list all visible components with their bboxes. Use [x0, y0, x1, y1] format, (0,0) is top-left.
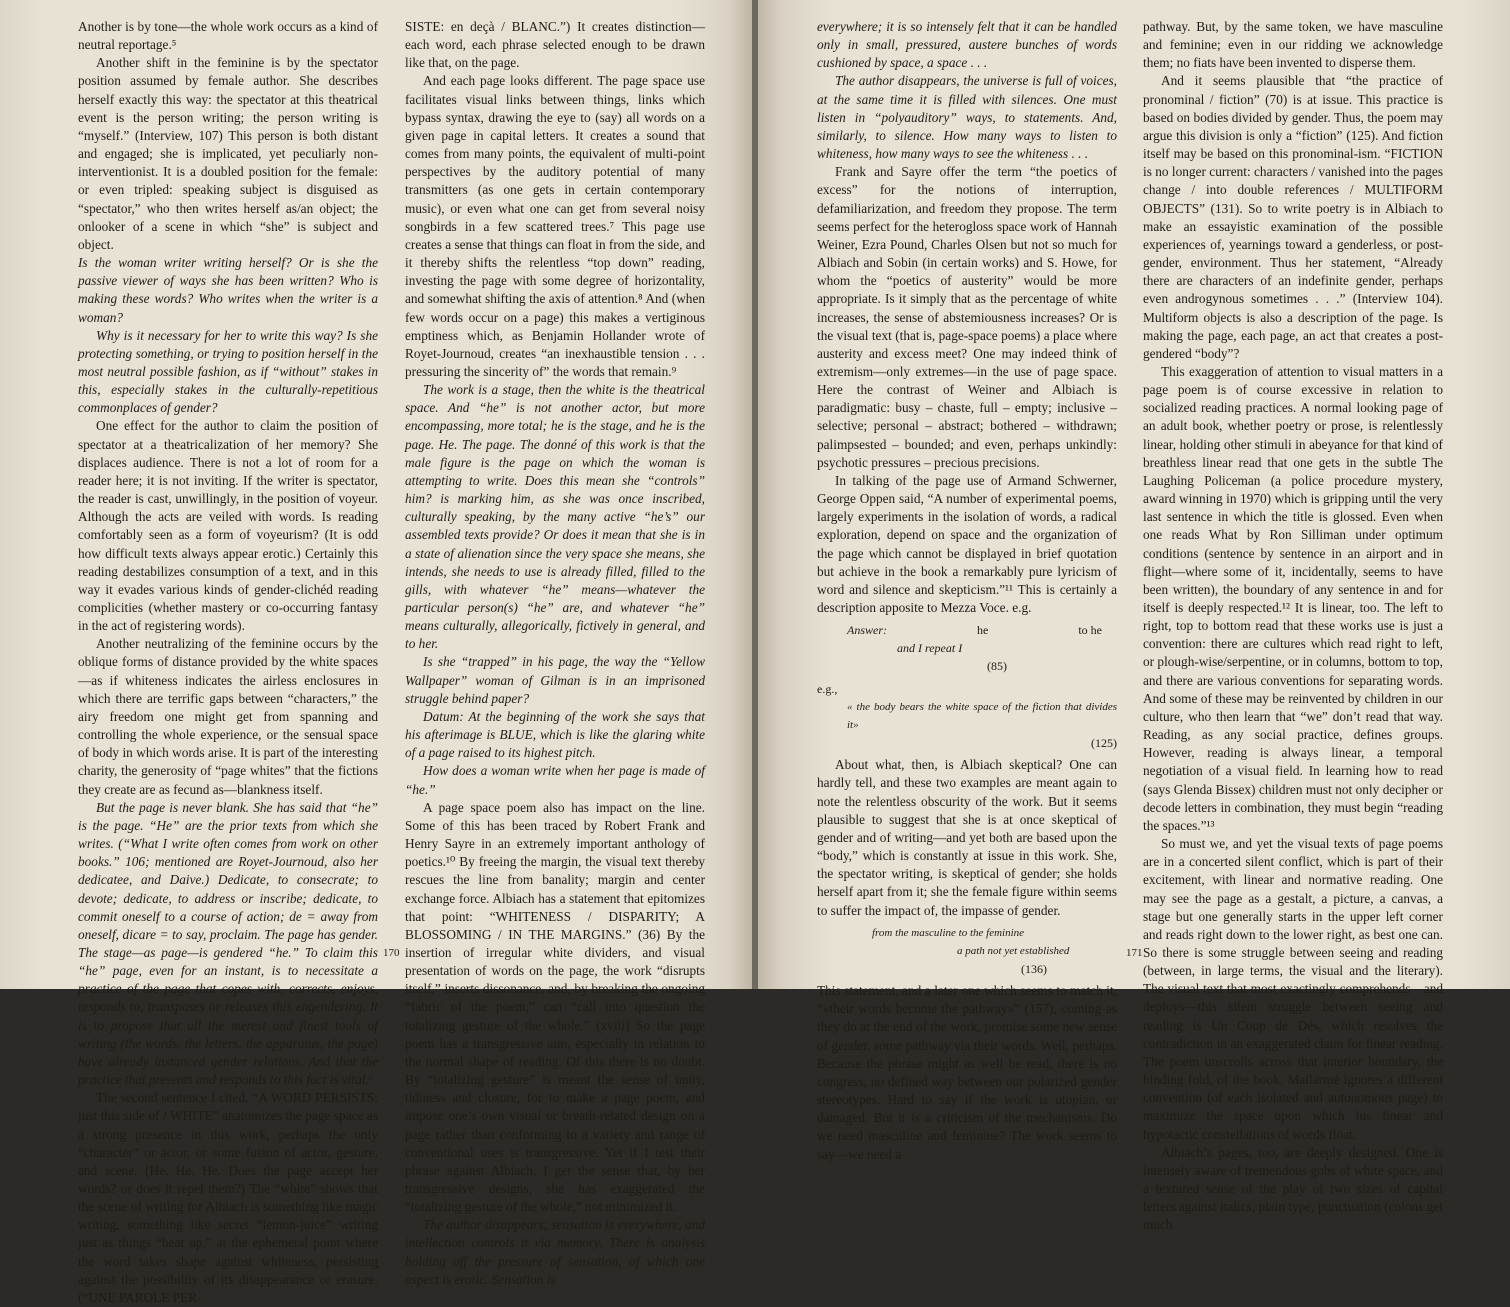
paragraph: pathway. But, by the same token, we have masculine and feminine; even in our ridding we acknowledge them; no fiats have been invented to disperse them.: [1143, 19, 1443, 71]
paragraph: The second sentence I cited, “A WORD PERSISTS: just this side of / WHITE” anatomizes the page space as a strong presence in this work, perhaps the only “character” or actor, or some fusion of actor, gesture, and scene. (He. He. He. Does the page accept her words? or does it repel them?) The “white” shows that the scene of writing for Albiach is something like magic writing, something like secret “lemon-juice” writing just as things “heat up,” at the ephemeral point where the word takes shape against whiteness, persisting against the possibility of its disappearance or erasure. (“UNE PAROLE PER-: [78, 1090, 378, 1305]
paragraph: The author disappears; sensation is everywhere, and intellection controls it via memory. There is analysis holding off the pressure of sensation, of which one aspect is erotic. Sensation is: [405, 1217, 705, 1287]
paragraph: But the page is never blank. She has said that “he” is the page. “He” are the prior texts from which she writes. (“What I write often comes from work on other books.” 106; mentioned are Royet-Journoud, also her dedicatee, and Daive.) Dedicate, to consecrate; to devote; dedicate, to address or inscribe; dedicate, to commit oneself to a course of action; de = away from oneself, dicare = to say, proclaim. The page has gender. The stage—as page—is gendered “he.” To claim this “he” page, even for an instant, is to necessitate a practice of the page that copes with, corrects, enjoys, responds to, transposes or releases this engendering. It is to propose that all the merest and finest tools of writing (the words, the letters, the apparatus, the page) have already instanced gender relations. And that the practice that presents and responds to this fact is vital.⁶: [78, 799, 378, 1088]
quoted-example-1: [817, 621, 1117, 752]
example-ref: (125): [1091, 736, 1117, 751]
example-quote: « the body bears the white space of the fiction that divides it»: [847, 700, 1117, 731]
page-number: 171: [1126, 947, 1143, 959]
paragraph: A page space poem also has impact on the line. Some of this has been traced by Robert Frank and Henry Sayre in an extremely important anthology of poetics.¹⁰ By freeing the margin, the visual text thereby rescues the line from banality; margin and center exchange force. Albiach has a statement that epitomizes that point: “WHITENESS / DISPARITY; A BLOSSOMING / IN THE MARGINS.” (36) By the insertion of irregular white dividers, and visual presentation of words on the page, the work “disrupts itself,” inserts dissonance, and, by breaking the ongoing “fabric of the poem,” can “call into question the totalizing gesture of the whole.” (xviii) So the page poem has a transgressive aim, especially in relation to the normal shape of reading. Of this there is no doubt. By “totalizing gesture” is meant the sense of unity, tidiness and closure, for to make a page poem, and impose one’s own visual or breath-related design on a page rather than conforming to a variety and range of conventional uses is transgressive. Yet if I test their phrase against Albiach, I get the sense that, by her transgressive designs, she has exaggerated the “totalizing gesture of the whole,” not minimized it.: [405, 799, 705, 1215]
paragraph: This statement, and a later one which seems to match it, “«their words become the pathway»” (157), coming as they do at the end of the work, promise some new sense of gender, some pathway via their words. Well, perhaps. Because the phrase might as well be read, there is no congress, no defined way between our polarized gender stereotypes. Hard to say if the work is utopian, or damaged. But it is a criticism of the mechanisms. Do we need masculine and feminine? The work seems to say—we need a: [817, 983, 1117, 1162]
example-line: a path not yet established: [957, 944, 1070, 957]
paragraph: In talking of the page use of Armand Schwerner, George Oppen said, “A number of experimental poems, largely experiments in the isolation of words, a radical exploration, depend on space and the organization of the page which cannot be displayed in brief quotation but achieve in the book a remarkably pure lyricism of word and silence and skepticism.”¹¹ This is certainly a description apposite to Mezza Voce. e.g.: [817, 472, 1117, 615]
example-word: he: [977, 623, 989, 638]
example-line: from the masculine to the feminine: [872, 926, 1025, 939]
paragraph: The author disappears, the universe is full of voices, at the same time it is filled with silences. One must listen in “polyauditory” ways, to statements. And, similarly, to silence. How many ways to listen to whiteness, how many ways to see the whiteness . . .: [817, 73, 1117, 162]
paragraph: Why is it necessary for her to write this way? Is she protecting something, or trying to position herself in the most neutral possible fashion, as if “without” stakes in this, especially stakes in the culturally-repetitious commonplaces of gender?: [78, 327, 378, 416]
example-ref: (136): [1021, 961, 1047, 976]
paragraph: SISTE: en deçà / BLANC.”) It creates distinction—each word, each phrase selected enough to be drawn like that, on the page.: [405, 19, 705, 71]
paragraph: Another is by tone—the whole work occurs as a kind of neutral reportage.⁵: [78, 19, 378, 53]
left-page: [0, 0, 752, 1305]
paragraph: Frank and Sayre offer the term “the poetics of excess” for the notions of interruption, defamiliarization, and freedom they propose. The term seems perfect for the heterogloss space work of Hannah Weiner, Ezra Pound, Charles Olsen but not so much for Albiach and Sobin (in certain works) and S. Howe, for whom the “poetics of austerity” would be more appropriate. Is it simply that as the percentage of white increases, the sense of abstemiousness increases? Or is the visual text (that is, page-space poems) a place where austerity and excess meet? One may indeed think of extremism—only extremes—in the use of page space. Here the contrast of Weiner and Albiach is paradigmatic: busy – chaste, full – empty; inclusive – selective; personal – abstract; bothered – withdrawn; palimpsested – bounded; and even, perhaps unkindly: psychotic pressures – precious precisions.: [817, 164, 1117, 470]
example-line: and I repeat I: [897, 641, 963, 656]
example-word: to he: [1078, 623, 1102, 638]
right-page-column-2: [1143, 18, 1443, 1233]
paragraph: Datum: At the beginning of the work she says that his afterimage is BLUE, which is like the glaring white of a page raised to its highest pitch.: [405, 708, 705, 761]
example-label: e.g.,: [817, 681, 838, 696]
paragraph: So must we, and yet the visual texts of page poems are in a concerted silent conflict, which is part of their excitement, with linear and normative reading. One may see the page as a gestalt, a picture, a canvas, a stage but one generally starts in the upper left corner and reads right down to the lower right, as best one can. So there is some struggle between seeing and reading (between, in large terms, the visual and the literary). The visual text that most exactingly comprehends—and deploys—this silent struggle between seeing and reading is Un Coup de Dés, which resolves the contradiction in an exaggerated claim for linear reading. The poem unscrolls across that interior boundary, the binding fold, of the book. Mallarmé ignores a different convention (of each isolated and autonomous page) to maximize the space upon which his linear and hypotactic constellations of words float.: [1143, 836, 1443, 1142]
paragraph: everywhere; it is so intensely felt that it can be handled only in small, pressured, austere bunches of words cushioned by space, a space . . .: [817, 19, 1117, 71]
example-ref: (85): [987, 659, 1007, 674]
paragraph: About what, then, is Albiach skeptical? One can hardly tell, and these two examples are meant again to note the relentless obscurity of the work. But it seems plausible to suggest that she is at once skeptical of gender and of writing—and yet both are based upon the “body,” which is constantly at issue in this work. She, the spectator writing, is skeptical of gender; she holds herself apart from it; she the female figure within seems to suffer the impact of, the impasse of gender.: [817, 757, 1117, 918]
page-number: 170: [383, 947, 400, 959]
right-page: [758, 0, 1510, 1233]
paragraph: One effect for the author to claim the position of spectator at a theatricalization of her memory? She displaces audience. There is not a lot of room for a reader here; it is not inviting. If the writer is spectator, the reader is cast, unwillingly, in the position of voyeur. Although the acts are veiled with words. Is reading comfortably seen as a form of voyeurism? (It is odd how difficult texts always appear erotic.) Certainly this reading destabilizes consumption of a text, and in this way it evades various kinds of gender-clichéd reading complicities (whether mastery or co-occurring fantasy in the act of registering words).: [78, 418, 378, 634]
paragraph: Is the woman writer writing herself? Or is she the passive viewer of ways she has been written? Who is making these words? Who writes when the writer is a woman?: [78, 255, 378, 325]
quoted-example-2: [817, 924, 1117, 978]
paragraph: Is she “trapped” in his page, the way the “Yellow Wallpaper” woman of Gilman is in an imprisoned struggle behind paper?: [405, 654, 705, 706]
paragraph: Another neutralizing of the feminine occurs by the oblique forms of distance provided by the white spaces—as if whiteness indicates the airless enclosures in which there are terrific gaps between “characters,” the airy freedom one might get from spanning and controlling the whole experience, or the sensual space of body in which words arise. It is part of the interesting charity, the generosity of “page whites” that the fictions they create are as fecund as—blankness itself.: [78, 636, 378, 797]
paragraph: This exaggeration of attention to visual matters in a page poem is of course excessive in relation to socialized reading practices. A normal looking page of an adult book, whether poetry or prose, is relentlessly linear, holding other stimuli in abeyance for that kind of breathless linear read that one gets in the subtle The Laughing Policeman (a police procedure mystery, award winning in 1970) which is gripping until the very last sentence in which the title is glossed. Even when one reads What by Ron Silliman under optimum conditions (sentence by sentence in an airport and in flight—where some of it, incidentally, seems to have been written), the boundary of any sentence in and for itself is deeply respected.¹² It is linear, too. The left to right, top to bottom read that these works use is just a convention: there are cultures which read right to left, or plough-wise/serpentine, or in columns, bottom to top, and there are various conventions for separating words. And some of these may be reinvented by children in our culture, who then learn that “we” don’t read that way. Reading, as any social practice, defines groups. However, reading is always linear, a temporal negotiation of a visual field. In learning how to read (says Glenda Bissex) children must not only decipher or decode letters in combination, they must begin “reading the spaces.”¹³: [1143, 363, 1443, 833]
paragraph: Albiach’s pages, too, are deeply designed. One is intensely aware of tremendous gobs of white space, and a textured sense of the play of two sizes of capital letters against italics, plain type, punctuation (colons get much: [1143, 1144, 1443, 1233]
paragraph: And it seems plausible that “the practice of pronominal / fiction” (70) is at issue. This practice is based on bodies divided by gender. Thus, the poem may argue this division is only a “fiction” (125). And fiction itself may be based on this pronominal-ism. “FICTION is no longer current: characters / vanished into the pages change / into double references / MULTIFORM OBJECTS” (131). So to write poetry is in Albiach to make an essayistic examination of the possible experiences of, yearnings toward a genderless, or post-gender, environment. Thus her statement, “Already there are characters of an indefinite gender, perhaps even androgynous sometimes . . .” (Interview 104). Multiform objects is also a description of the page. Is making the page, each page, an act that creates a post-gendered “body”?: [1143, 73, 1443, 361]
paragraph: Another shift in the feminine is by the spectator position assumed by female author. She describes herself exactly this way: the spectator at this theatrical event is the person writing; the person writing is “myself.” (Interview, 107) This person is both distant and engaged; she is implicated, yet peculiarly non-interventionist. It is a doubled position for the female: or even tripled: speaking subject is disguised as “spectator,” who then writes herself as/an object; the onlooker of a scene in which “she” is subject and object.: [78, 55, 378, 252]
paragraph: How does a woman write when her page is made of “he.”: [405, 763, 705, 797]
paragraph: And each page looks different. The page space use facilitates visual links between things, links which bypass syntax, drawing the eye to (say) all words on a given page in capital letters. It creates a sound that comes from many points, the equivalent of multi-point perspectives by the auditory potential of many transmitters (as one gets in certain contemporary music), or even what one can get from several noisy songbirds in a few scattered trees.⁷ This page use creates a sense that things can float in from the side, and it thereby shifts the relentless “top down” reading, investing the page with some degree of horizontality, and somewhat shifting the axis of attention.⁸ And (when few words occur on a page) this makes a vertiginous emptiness which, as Benjamin Hollander wrote of Royet-Journoud, creates “an inexhaustible tension . . . pressuring the sincerity of” the words that remain.⁹: [405, 73, 705, 379]
left-page-column-1: [78, 18, 378, 1305]
paragraph: The work is a stage, then the white is the theatrical space. And “he” is not another actor, but more encompassing, more total; he is the stage, and he is the page. He. The page. The donné of this work is that the male figure is the page on which the woman is attempting to write. Does this mean she “controls” him? is marking him, as she was once inscribed, culturally speaking, by the many active “he’s” our assembled texts provide? Or does it mean that she is in a state of alienation since the very space she means, she intends, she needs to use is already filled, filled to the gills, with whatever “he” means—whatever the particular person(s) “he” are, and whatever “he” means culturally, allegorically, fictively in general, and to her.: [405, 382, 705, 652]
left-page-column-2: [405, 18, 705, 1287]
example-label: Answer:: [847, 623, 887, 638]
right-page-column-1: [817, 18, 1117, 1162]
